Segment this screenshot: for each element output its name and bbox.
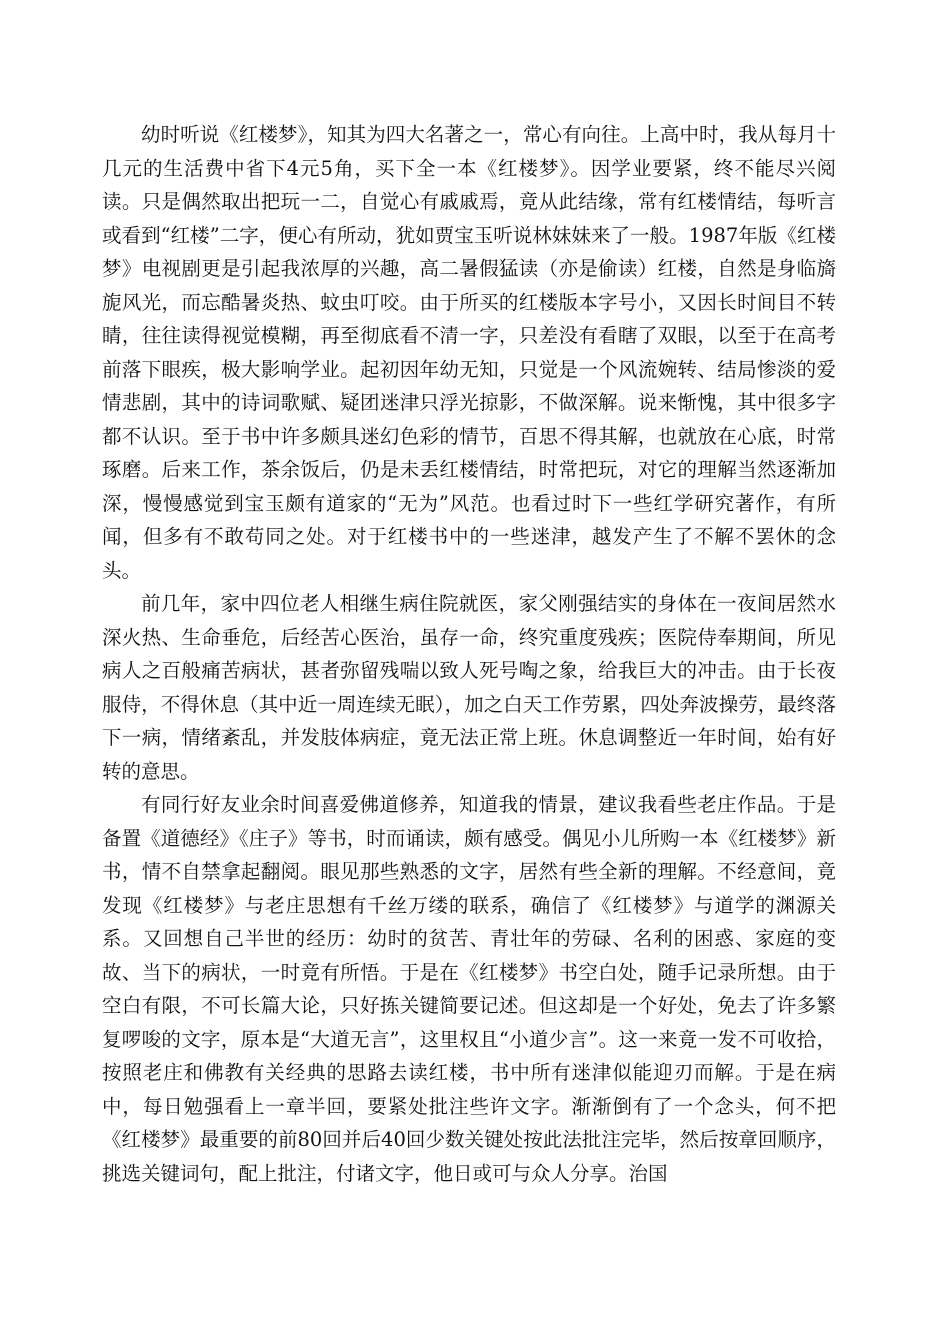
body-paragraph-1: 幼时听说《红楼梦》，知其为四大名著之一，常心有向往。上高中时，我从每月十几元的生活费中省下4元5角，买下全一本《红楼梦》。因学业要紧，终不能尽兴阅读。只是偶然取出把玩一二，自觉心有戚戚焉，竟从此结缘，常有红楼情结，每听言或看到“红楼”二字，便心有所动，犹如贾宝玉听说林妹妹来了一般。1987年版《红楼梦》电视剧更是引起我浓厚的兴趣，高二暑假猛读（亦是偷读）红楼，自然是身临旖旎风光，而忘酷暑炎热、蚊虫叮咬。由于所买的红楼版本字号小，又因长时间目不转睛，往往读得视觉模糊，再至彻底看不清一字，只差没有看瞎了双眼，以至于在高考前落下眼疾，极大影响学业。起初因年幼无知，只觉是一个风流婉转、结局惨淡的爱情悲剧，其中的诗词歌赋、疑团迷津只浮光掠影，不做深解。说来惭愧，其中很多字都不认识。至于书中许多颇具迷幻色彩的情节，百思不得其解，也就放在心底，时常琢磨。后来工作，茶余饭后，仍是未丢红楼情结，时常把玩，对它的理解当然逐渐加深，慢慢感觉到宝玉颇有道家的“无为”风范。也看过时下一些红学研究著作，有所闻，但多有不敢苟同之处。对于红楼书中的一些迷津，越发产生了不解不罢休的念头。 [102,123,836,582]
body-paragraph-2: 前几年，家中四位老人相继生病住院就医，家父刚强结实的身体在一夜间居然水深火热、生命垂危，后经苦心医治，虽存一命，终究重度残疾；医院侍奉期间，所见病人之百般痛苦病状，甚者弥留残喘以致人死号啕之象，给我巨大的冲击。由于长夜服侍，不得休息（其中近一周连续无眠），加之白天工作劳累，四处奔波操劳，最终落下一病，情绪紊乱，并发肢体病症，竟无法正常上班。休息调整近一年时间，始有好转的意思。 [102,592,836,783]
document-page [102,118,836,1190]
body-paragraph-3: 有同行好友业余时间喜爱佛道修养，知道我的情景，建议我看些老庄作品。于是备置《道德经》《庄子》等书，时而诵读，颇有感受。偶见小儿所购一本《红楼梦》新书，情不自禁拿起翻阅。眼见那些熟悉的文字，居然有些全新的理解。不经意间，竟发现《红楼梦》与老庄思想有千丝万缕的联系，确信了《红楼梦》与道学的渊源关系。又回想自己半世的经历：幼时的贫苦、青壮年的劳碌、名利的困惑、家庭的变故、当下的病状，一时竟有所悟。于是在《红楼梦》书空白处，随手记录所想。由于空白有限，不可长篇大论，只好拣关键简要记述。但这却是一个好处，免去了许多繁复啰唆的文字，原本是“大道无言”，这里权且“小道少言”。这一来竟一发不可收拾，按照老庄和佛教有关经典的思路去读红楼，书中所有迷津似能迎刃而解。于是在病中，每日勉强看上一章半回，要紧处批注些许文字。渐渐倒有了一个念头，何不把《红楼梦》最重要的前80回并后40回少数关键处按此法批注完毕，然后按章回顺序，挑选关键词句，配上批注，付诸文字，他日或可与众人分享。治国 [102,793,836,1185]
